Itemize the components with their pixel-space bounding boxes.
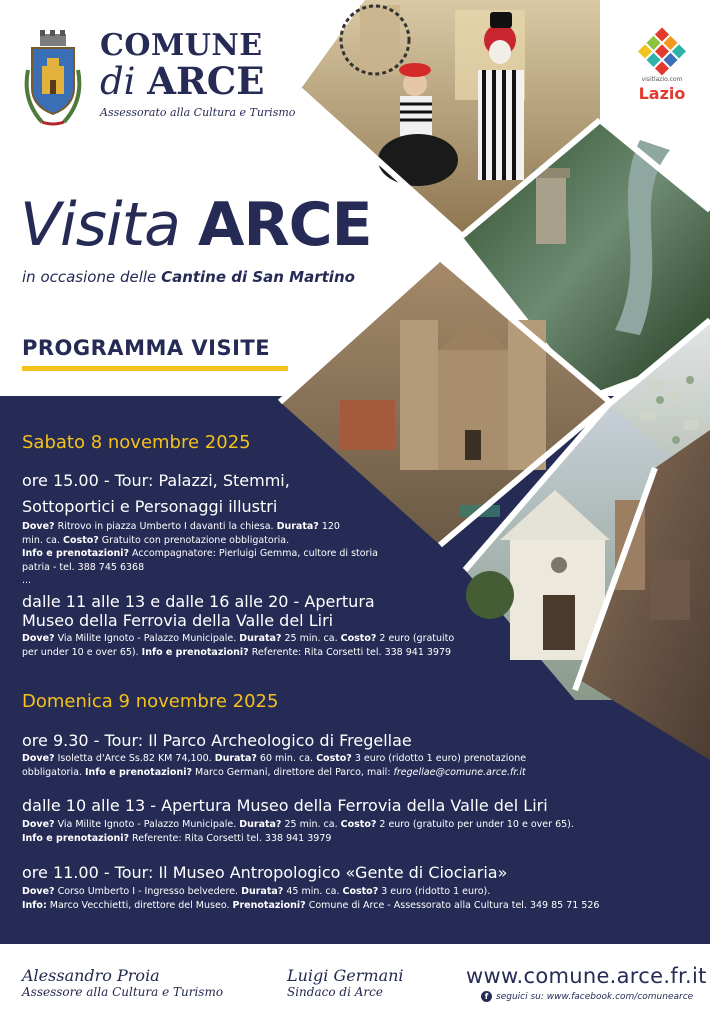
label-info: Info e prenotazioni? (22, 548, 130, 559)
event-details (22, 752, 582, 779)
value-costo-cont: per under 10 e over 65). (22, 646, 142, 658)
label-costo: Costo? (340, 633, 377, 644)
event-title: dalle 10 alle 13 - Apertura Museo della Ferrovia della Valle del Liri (22, 796, 548, 815)
event-details (22, 632, 482, 659)
comune-arce: ARCE (147, 59, 265, 103)
value-durata: 25 min. ca. (281, 819, 341, 830)
label-durata: Durata? (241, 886, 284, 897)
label-info: Info e prenotazioni? (141, 646, 249, 658)
signature-assessore (22, 966, 223, 999)
label-dove: Dove? (22, 521, 55, 532)
value-costo-cont: obbligatoria. (22, 766, 85, 778)
event-title: Sottoportici e Personaggi illustri (22, 497, 278, 516)
value-costo: 3 euro (ridotto 1 euro). (378, 886, 491, 897)
label-durata: Durata? (214, 753, 257, 764)
value-durata: 45 min. ca. (283, 886, 343, 897)
comune-title: COMUNE (100, 28, 263, 63)
label-dove: Dove? (22, 886, 55, 897)
label-durata: Durata? (239, 819, 282, 830)
signature-role: Assessore alla Cultura e Turismo (22, 985, 224, 999)
label-info: Info e prenotazioni? (84, 766, 192, 778)
event-title: Museo della Ferrovia della Valle del Liri (22, 611, 334, 630)
social-line (481, 991, 693, 1002)
label-prenotazioni: Prenotazioni? (232, 899, 306, 911)
event-details (22, 818, 702, 845)
value-costo: 2 euro (gratuito (376, 633, 455, 644)
assessorato-label: Assessorato alla Cultura e Turismo (100, 106, 296, 119)
facebook-link[interactable]: www.facebook.com/comunearce (546, 992, 694, 1002)
event-title: ore 11.00 - Tour: Il Museo Antropologico «Gente di Ciociaria» (22, 863, 508, 882)
poster-subtitle (22, 268, 355, 286)
signature-role: Sindaco di Arce (287, 985, 383, 999)
signature-sindaco (287, 966, 404, 999)
subtitle-prefix: in occasione delle (22, 268, 162, 286)
label-costo: Costo? (340, 819, 377, 830)
day-heading-sunday: Domenica 9 novembre 2025 (22, 691, 279, 712)
event-details (22, 520, 402, 588)
label-dove: Dove? (22, 819, 55, 830)
label-info: Info: (22, 899, 47, 911)
value-info: Marco Germani, direttore del Parco, mail: (191, 766, 394, 778)
signature-name: Luigi Germani (287, 966, 404, 985)
label-costo: Costo? (316, 753, 352, 764)
value-info: Referente: Rita Corsetti tel. 338 941 3979 (248, 646, 452, 658)
value-costo: 3 euro (ridotto 1 euro) prenotazione (351, 753, 527, 764)
value-info: Referente: Rita Corsetti tel. 338 941 3979 (129, 832, 332, 844)
value-info: Accompagnatore: Pierluigi Gemma, cultore di storia (129, 548, 378, 559)
label-costo: Costo? (342, 886, 379, 897)
programma-heading: PROGRAMMA VISITE (22, 336, 271, 360)
facebook-icon: f (481, 991, 492, 1002)
value-prenotazioni: Comune di Arce - Assessorato alla Cultura tel. 349 85 71 526 (305, 899, 600, 911)
email-link[interactable]: fregellae@comune.arce.fr.it (393, 766, 526, 778)
value-durata-cont: min. ca. (22, 534, 64, 546)
label-durata: Durata? (276, 521, 319, 532)
value-dove: Via Milite Ignoto - Palazzo Municipale. (54, 819, 240, 830)
ellipsis: ... (22, 575, 32, 586)
event-details (22, 885, 702, 912)
title-arce: ARCE (198, 190, 372, 260)
label-dove: Dove? (22, 753, 55, 764)
value-costo: 2 euro (gratuito per under 10 e over 65). (376, 819, 574, 830)
value-durata: 25 min. ca. (281, 633, 341, 644)
day-heading-saturday: Sabato 8 novembre 2025 (22, 432, 251, 453)
label-dove: Dove? (22, 633, 55, 644)
lazio-wordmark: Lazio (638, 84, 686, 103)
programma-underline (22, 366, 288, 371)
social-prefix: seguici su: (496, 992, 547, 1002)
subtitle-event: Cantine di San Martino (161, 268, 355, 286)
website-link[interactable]: www.comune.arce.fr.it (466, 964, 707, 988)
label-costo: Costo? (63, 534, 99, 546)
value-dove: Corso Umberto I - Ingresso belvedere. (54, 886, 242, 897)
value-dove: Isoletta d'Arce Ss.82 KM 74,100. (54, 753, 215, 764)
value-info: Marco Vecchietti, direttore del Museo. (46, 899, 233, 911)
comune-di: di (100, 60, 136, 103)
signature-name: Alessandro Proia (22, 966, 160, 985)
value-durata: 60 min. ca. (256, 753, 317, 764)
value-costo: Gratuito con prenotazione obbligatoria. (98, 534, 290, 546)
municipal-crest-icon (20, 30, 86, 130)
event-title: ore 9.30 - Tour: Il Parco Archeologico di Fregellae (22, 731, 412, 750)
value-durata: 120 (318, 521, 340, 532)
value-info-cont: patria - tel. 388 745 6368 (22, 561, 145, 573)
event-title: dalle 11 alle 13 e dalle 16 alle 20 - Apertura (22, 592, 375, 611)
value-dove: Via Milite Ignoto - Palazzo Municipale. (54, 633, 240, 644)
lazio-url: visitlazio.com (641, 76, 683, 83)
value-dove: Ritrovo in piazza Umberto I davanti la chiesa. (54, 521, 277, 532)
label-durata: Durata? (239, 633, 282, 644)
title-visita: Visita (20, 190, 180, 260)
poster-title (20, 190, 372, 260)
event-title: ore 15.00 - Tour: Palazzi, Stemmi, (22, 471, 290, 490)
label-info: Info e prenotazioni? (22, 832, 130, 844)
comune-name (100, 59, 265, 103)
